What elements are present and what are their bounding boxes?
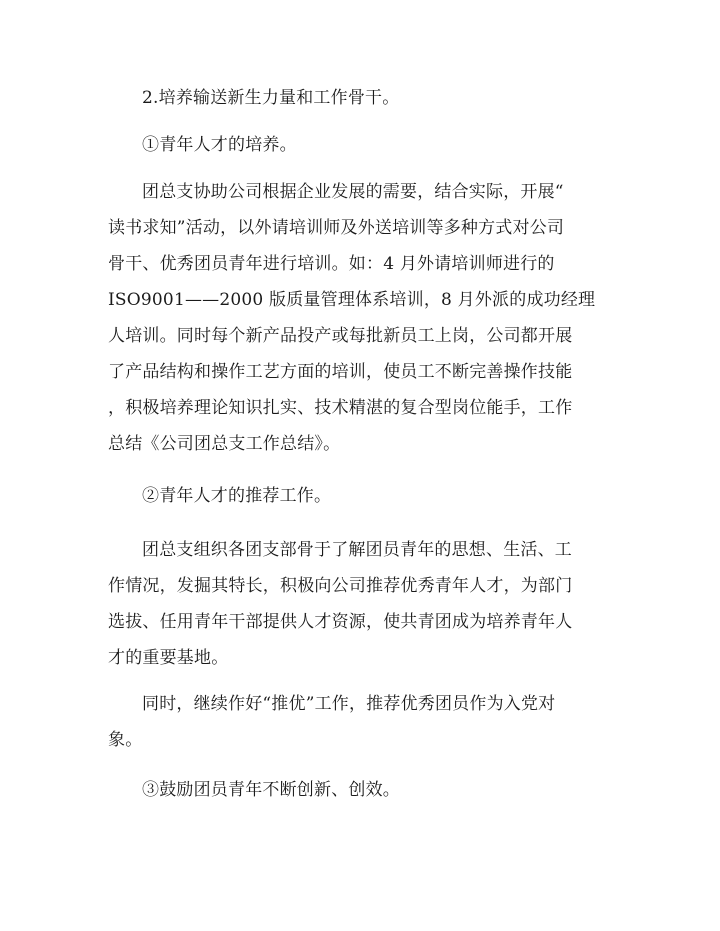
subsection-title-1: ①青年人才的培养。 — [142, 135, 297, 155]
paragraph-1-line-5: 人培训。同时每个新产品投产或每批新员工上岗，公司都开展 — [108, 326, 573, 346]
paragraph-1-line-8: 总结《公司团总支工作总结》。 — [108, 434, 341, 454]
paragraph-2-line-4: 才的重要基地。 — [108, 648, 229, 668]
section-heading: 2.培养输送新生力量和工作骨干。 — [142, 88, 400, 108]
paragraph-1-line-6: 了产品结构和操作工艺方面的培训，使员工不断完善操作技能 — [108, 362, 573, 382]
paragraph-2-line-2: 作情况，发掘其特长，积极向公司推荐优秀青年人才，为部门 — [108, 576, 573, 596]
paragraph-1-line-1: 团总支协助公司根据企业发展的需要，结合实际，开展“ — [142, 182, 564, 202]
paragraph-3-line-2: 象。 — [108, 730, 143, 750]
subsection-title-3: ③鼓励团员青年不断创新、创效。 — [142, 780, 400, 800]
paragraph-1-line-2: 读书求知”活动，以外请培训师及外送培训等多种方式对公司 — [108, 218, 565, 238]
paragraph-3-line-1: 同时，继续作好“推优”工作，推荐优秀团员作为入党对 — [142, 694, 556, 714]
paragraph-2-line-3: 选拔、任用青年干部提供人才资源，使共青团成为培养青年人 — [108, 612, 573, 632]
paragraph-1-line-7: ，积极培养理论知识扎实、技术精湛的复合型岗位能手，工作 — [108, 398, 573, 418]
subsection-title-2: ②青年人才的推荐工作。 — [142, 486, 332, 506]
paragraph-1-line-3: 骨干、优秀团员青年进行培训。如：4 月外请培训师进行的 — [108, 254, 555, 274]
paragraph-1-line-4: ISO9001——2000 版质量管理体系培训，8 月外派的成功经理 — [108, 290, 596, 310]
paragraph-2-line-1: 团总支组织各团支部骨于了解团员青年的思想、生活、工 — [142, 540, 572, 560]
